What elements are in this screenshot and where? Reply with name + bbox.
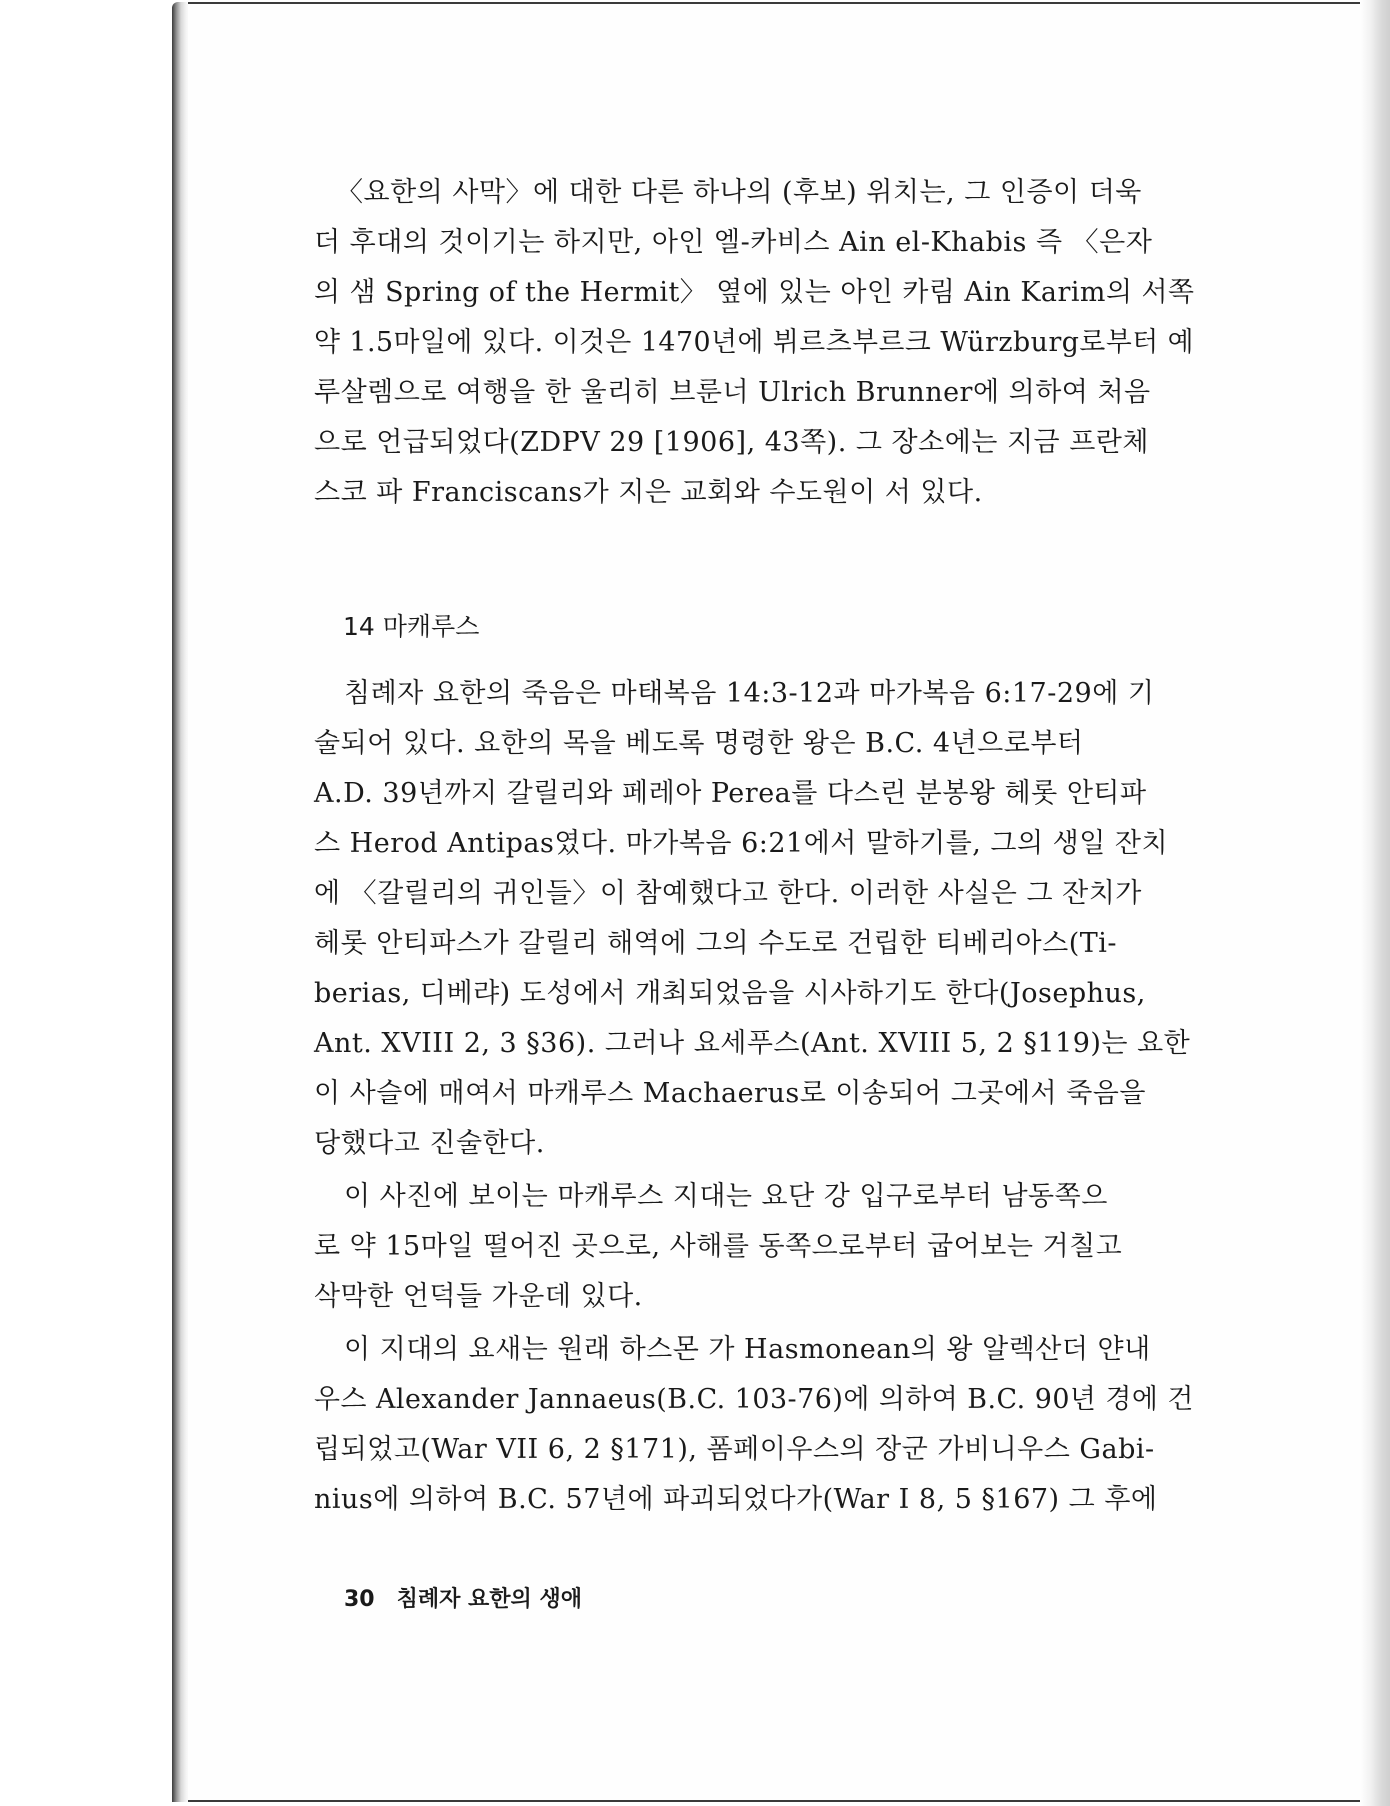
text-line: 침례자 요한의 죽음은 마태복음 14:3-12과 마가복음 6:17-29에 기: [344, 678, 1155, 709]
text-line: nius에 의하여 B.C. 57년에 파괴되었다가(War I 8, 5 §167) 그 후에: [314, 1484, 1158, 1515]
text-line: 헤롯 안티파스가 갈릴리 해역에 그의 수도로 건립한 티베리아스(Ti-: [314, 928, 1118, 959]
text-line: A.D. 39년까지 갈릴리와 페레아 Perea를 다스린 분봉왕 헤롯 안티파: [314, 778, 1147, 809]
text-line: 로 약 15마일 떨어진 곳으로, 사해를 동쪽으로부터 굽어보는 거칠고: [314, 1231, 1123, 1262]
text-line: 약 1.5마일에 있다. 이것은 1470년에 뷔르츠부르크 Würzburg로부터 예: [314, 327, 1195, 358]
text-line: 우스 Alexander Jannaeus(B.C. 103-76)에 의하여 B.C. 90년 경에 건: [314, 1384, 1194, 1415]
text-line: 당했다고 진술한다.: [314, 1128, 545, 1159]
text-line: 〈요한의 사막〉에 대한 다른 하나의 (후보) 위치는, 그 인증이 더욱: [336, 177, 1142, 208]
text-line: 이 지대의 요새는 원래 하스몬 가 Hasmonean의 왕 알렉산더 얀내: [344, 1334, 1151, 1365]
text-line: berias, 디베랴) 도성에서 개최되었음을 시사하기도 한다(Josephus,: [314, 978, 1146, 1009]
text-line: 루살렘으로 여행을 한 울리히 브룬너 Ulrich Brunner에 의하여 처음: [314, 377, 1151, 408]
text-line: Ant. XVIII 2, 3 §36). 그러나 요세푸스(Ant. XVIII 5, 2 §119)는 요한: [314, 1028, 1191, 1059]
text-line: 스 Herod Antipas였다. 마가복음 6:21에서 말하기를, 그의 생일 잔치: [314, 828, 1169, 859]
text-line: 스코 파 Franciscans가 지은 교회와 수도원이 서 있다.: [314, 477, 983, 508]
text-line: 더 후대의 것이기는 하지만, 아인 엘-카비스 Ain el-Khabis 즉 〈은자: [314, 227, 1153, 258]
text-line: 삭막한 언덕들 가운데 있다.: [314, 1281, 643, 1312]
text-line: 이 사슬에 매여서 마캐루스 Machaerus로 이송되어 그곳에서 죽음을: [314, 1078, 1146, 1109]
text-line: 에 〈갈릴리의 귀인들〉이 참예했다고 한다. 이러한 사실은 그 잔치가: [314, 878, 1142, 909]
text-line: 립되었고(War VII 6, 2 §171), 폼페이우스의 장군 가비니우스 Gabi-: [314, 1434, 1155, 1465]
section-heading: 14 마캐루스: [343, 612, 480, 641]
page-footer: [344, 1582, 582, 1613]
page-number: 30: [344, 1587, 375, 1612]
text-line: 이 사진에 보이는 마캐루스 지대는 요단 강 입구로부터 남동쪽으: [344, 1181, 1108, 1212]
running-title: 침례자 요한의 생애: [396, 1587, 582, 1612]
page-edge-shadow: [1360, 0, 1390, 1806]
text-line: 으로 언급되었다(ZDPV 29 [1906], 43쪽). 그 장소에는 지금 프란체: [314, 427, 1149, 458]
text-line: 의 샘 Spring of the Hermit〉 옆에 있는 아인 카림 Ain Karim의 서쪽: [314, 277, 1195, 308]
text-line: 술되어 있다. 요한의 목을 베도록 명령한 왕은 B.C. 4년으로부터: [314, 728, 1084, 759]
